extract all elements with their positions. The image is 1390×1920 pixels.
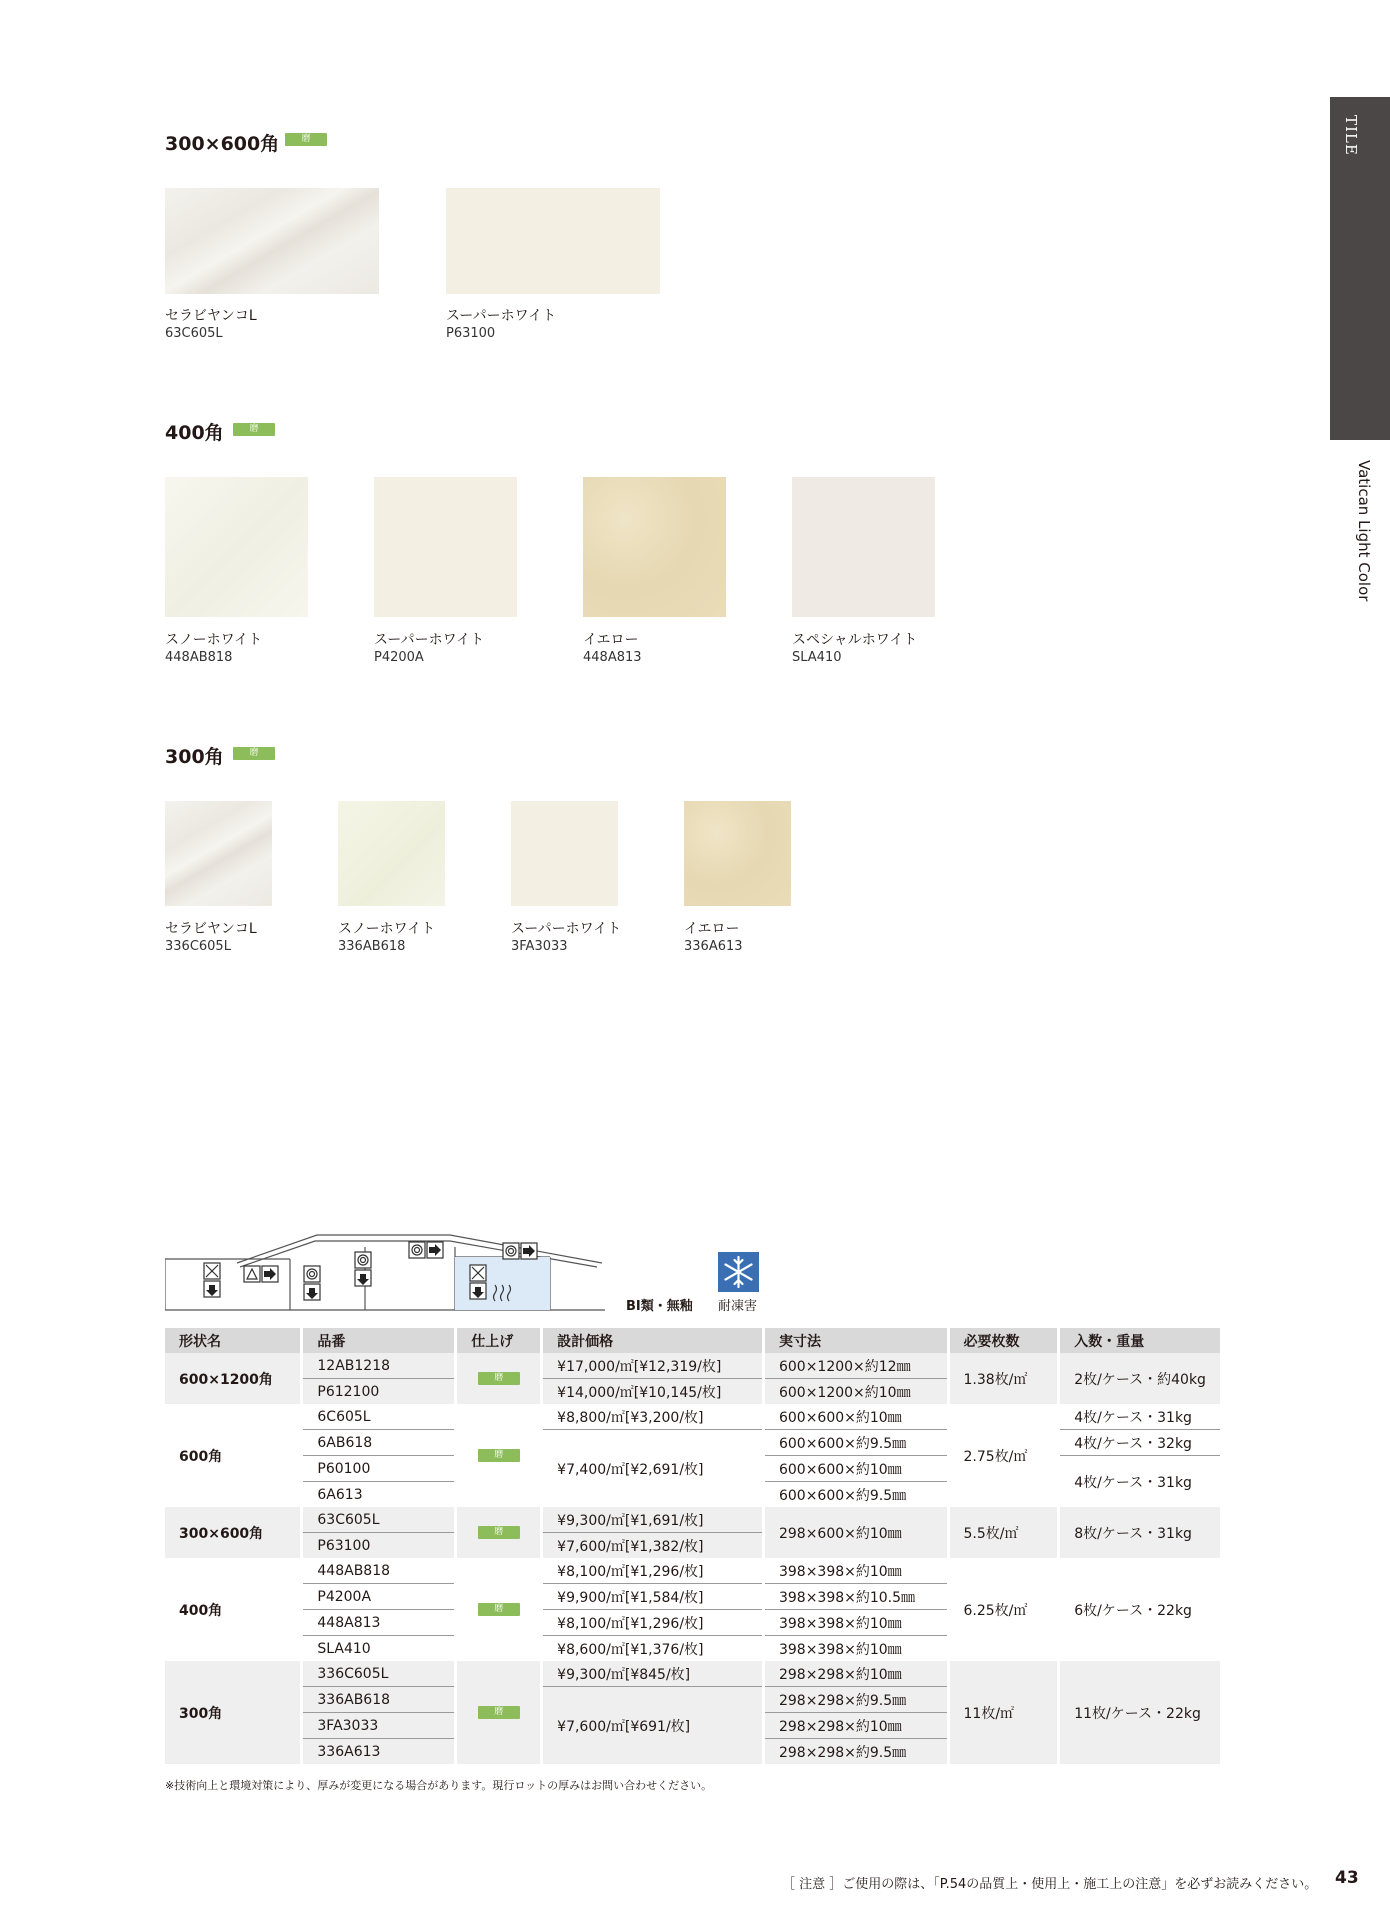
shape-cell: 300角 [165, 1661, 302, 1764]
tile-code: 3FA3033 [511, 939, 568, 954]
finish-cell [456, 1353, 542, 1404]
tile-code: SLA410 [792, 650, 842, 665]
code-cell: 6AB618 [302, 1430, 456, 1456]
tile-code: P4200A [374, 650, 424, 665]
pack-cell: 2枚/ケース・約40kg [1059, 1353, 1222, 1404]
col-header: 品番 [302, 1328, 456, 1353]
table-row [165, 1430, 1222, 1456]
price-cell: ¥8,100/㎡[¥1,296/枚] [542, 1558, 764, 1584]
finish-cell [456, 1404, 542, 1507]
col-header: 入数・重量 [1059, 1328, 1222, 1353]
size-cell: 600×600×約9.5㎜ [763, 1430, 948, 1456]
col-header: 必要枚数 [948, 1328, 1059, 1353]
qty-cell: 1.38枚/㎡ [948, 1353, 1059, 1404]
finish-badge: 磨 [478, 1449, 520, 1462]
page-number: 43 [1335, 1868, 1359, 1888]
code-cell: SLA410 [302, 1636, 456, 1662]
tile-swatch [338, 801, 445, 906]
tile-code: 336C605L [165, 939, 231, 954]
finish-badge: 磨 [478, 1706, 520, 1719]
usage-house-diagram [165, 1205, 605, 1315]
code-cell: 448A813 [302, 1610, 456, 1636]
size-cell: 398×398×約10㎜ [763, 1636, 948, 1662]
tile-swatch [165, 801, 272, 906]
code-cell: 63C605L [302, 1507, 456, 1533]
size-cell: 398×398×約10.5㎜ [763, 1584, 948, 1610]
shape-cell: 600角 [165, 1404, 302, 1507]
pack-cell: 4枚/ケース・31kg [1059, 1456, 1222, 1508]
finish-badge: 磨 [285, 133, 327, 146]
code-cell: 336AB618 [302, 1687, 456, 1713]
series-label: Vatican Light Color [1355, 460, 1373, 602]
section-title: 300角 [165, 746, 224, 768]
pack-cell: 6枚/ケース・22kg [1059, 1558, 1222, 1661]
table-row [165, 1661, 1222, 1687]
price-cell: ¥9,900/㎡[¥1,584/枚] [542, 1584, 764, 1610]
tile-name: イエロー [684, 921, 740, 937]
price-cell: ¥7,600/㎡[¥1,382/枚] [542, 1533, 764, 1559]
section-title: 400角 [165, 422, 224, 444]
pack-cell: 4枚/ケース・32kg [1059, 1430, 1222, 1456]
bi-class-label: BI類・無釉 [626, 1299, 693, 1314]
shape-cell: 600×1200角 [165, 1353, 302, 1404]
price-cell: ¥7,400/㎡[¥2,691/枚] [542, 1430, 764, 1508]
category-tab [1330, 97, 1390, 440]
price-cell: ¥17,000/㎡[¥12,319/枚] [542, 1353, 764, 1379]
code-cell: P60100 [302, 1456, 456, 1482]
tile-code: 336A613 [684, 939, 743, 954]
code-cell: 6C605L [302, 1404, 456, 1430]
table-row [165, 1353, 1222, 1379]
qty-cell: 5.5枚/㎡ [948, 1507, 1059, 1558]
table-row [165, 1558, 1222, 1584]
size-cell: 398×398×約10㎜ [763, 1558, 948, 1584]
code-cell: 12AB1218 [302, 1353, 456, 1379]
frost-resistance-label: 耐凍害 [718, 1299, 758, 1314]
tile-name: イエロー [583, 632, 639, 648]
table-header-row [165, 1328, 1222, 1353]
finish-badge: 磨 [478, 1603, 520, 1616]
price-cell: ¥9,300/㎡[¥1,691/枚] [542, 1507, 764, 1533]
size-cell: 398×398×約10㎜ [763, 1610, 948, 1636]
code-cell: 448AB818 [302, 1558, 456, 1584]
finish-badge: 磨 [478, 1526, 520, 1539]
finish-cell [456, 1661, 542, 1764]
price-cell: ¥9,300/㎡[¥845/枚] [542, 1661, 764, 1687]
shape-cell: 400角 [165, 1558, 302, 1661]
size-cell: 298×298×約9.5㎜ [763, 1687, 948, 1713]
tile-swatch [792, 477, 935, 617]
size-cell: 600×1200×約10㎜ [763, 1379, 948, 1405]
col-header: 形状名 [165, 1328, 302, 1353]
col-header: 仕上げ [456, 1328, 542, 1353]
code-cell: P4200A [302, 1584, 456, 1610]
tile-name: スーパーホワイト [511, 921, 622, 937]
tile-name: セラビヤンコL [165, 308, 257, 324]
qty-cell: 11枚/㎡ [948, 1661, 1059, 1764]
code-cell: 3FA3033 [302, 1713, 456, 1739]
size-cell: 298×298×約10㎜ [763, 1713, 948, 1739]
code-cell: 6A613 [302, 1482, 456, 1508]
code-cell: 336A613 [302, 1739, 456, 1765]
tile-code: 448AB818 [165, 650, 233, 665]
size-cell: 298×298×約9.5㎜ [763, 1739, 948, 1765]
spec-table [165, 1328, 1223, 1764]
price-cell: ¥8,600/㎡[¥1,376/枚] [542, 1636, 764, 1662]
col-header: 実寸法 [763, 1328, 948, 1353]
finish-badge: 磨 [478, 1372, 520, 1385]
tile-code: P63100 [446, 326, 496, 341]
tile-name: スノーホワイト [338, 921, 436, 937]
size-cell: 298×298×約10㎜ [763, 1661, 948, 1687]
qty-cell: 6.25枚/㎡ [948, 1558, 1059, 1661]
col-header: 設計価格 [542, 1328, 764, 1353]
section-title: 300×600角 [165, 133, 280, 155]
usage-notice: ［ 注意 ］ご使用の際は、「P.54の品質上・使用上・施工上の注意」を必ずお読みください。 [782, 1877, 1318, 1892]
tile-name: セラビヤンコL [165, 921, 257, 937]
table-row [165, 1404, 1222, 1430]
size-cell: 600×600×約10㎜ [763, 1456, 948, 1482]
pack-cell: 4枚/ケース・31kg [1059, 1404, 1222, 1430]
finish-badge: 磨 [233, 423, 275, 436]
tile-swatch [684, 801, 791, 906]
tile-swatch [583, 477, 726, 617]
tile-swatch [374, 477, 517, 617]
pack-cell: 8枚/ケース・31kg [1059, 1507, 1222, 1558]
shape-cell: 300×600角 [165, 1507, 302, 1558]
size-cell: 600×1200×約12㎜ [763, 1353, 948, 1379]
tile-code: 336AB618 [338, 939, 406, 954]
price-cell: ¥8,800/㎡[¥3,200/枚] [542, 1404, 764, 1430]
tile-name: スノーホワイト [165, 632, 263, 648]
tile-name: スーパーホワイト [374, 632, 485, 648]
finish-cell [456, 1507, 542, 1558]
qty-cell: 2.75枚/㎡ [948, 1404, 1059, 1507]
tile-name: スペシャルホワイト [792, 632, 918, 648]
price-cell: ¥14,000/㎡[¥10,145/枚] [542, 1379, 764, 1405]
tile-code: 448A813 [583, 650, 642, 665]
code-cell: P612100 [302, 1379, 456, 1405]
tile-swatch [511, 801, 618, 906]
finish-badge: 磨 [233, 747, 275, 760]
size-cell: 298×600×約10㎜ [763, 1507, 948, 1558]
tile-swatch [446, 188, 660, 294]
price-cell: ¥8,100/㎡[¥1,296/枚] [542, 1610, 764, 1636]
pack-cell: 11枚/ケース・22kg [1059, 1661, 1222, 1764]
finish-cell [456, 1558, 542, 1661]
code-cell: 336C605L [302, 1661, 456, 1687]
tile-swatch [165, 477, 308, 617]
snowflake-icon [718, 1252, 759, 1292]
code-cell: P63100 [302, 1533, 456, 1559]
tile-code: 63C605L [165, 326, 223, 341]
footnote: ※技術向上と環境対策により、厚みが変更になる場合があります。現行ロットの厚みはお問い合わせください。 [165, 1779, 713, 1792]
tile-swatch [165, 188, 379, 294]
tile-name: スーパーホワイト [446, 308, 557, 324]
category-label: TILE [1342, 115, 1360, 156]
size-cell: 600×600×約10㎜ [763, 1404, 948, 1430]
price-cell: ¥7,600/㎡[¥691/枚] [542, 1687, 764, 1765]
table-row [165, 1507, 1222, 1533]
size-cell: 600×600×約9.5㎜ [763, 1482, 948, 1508]
